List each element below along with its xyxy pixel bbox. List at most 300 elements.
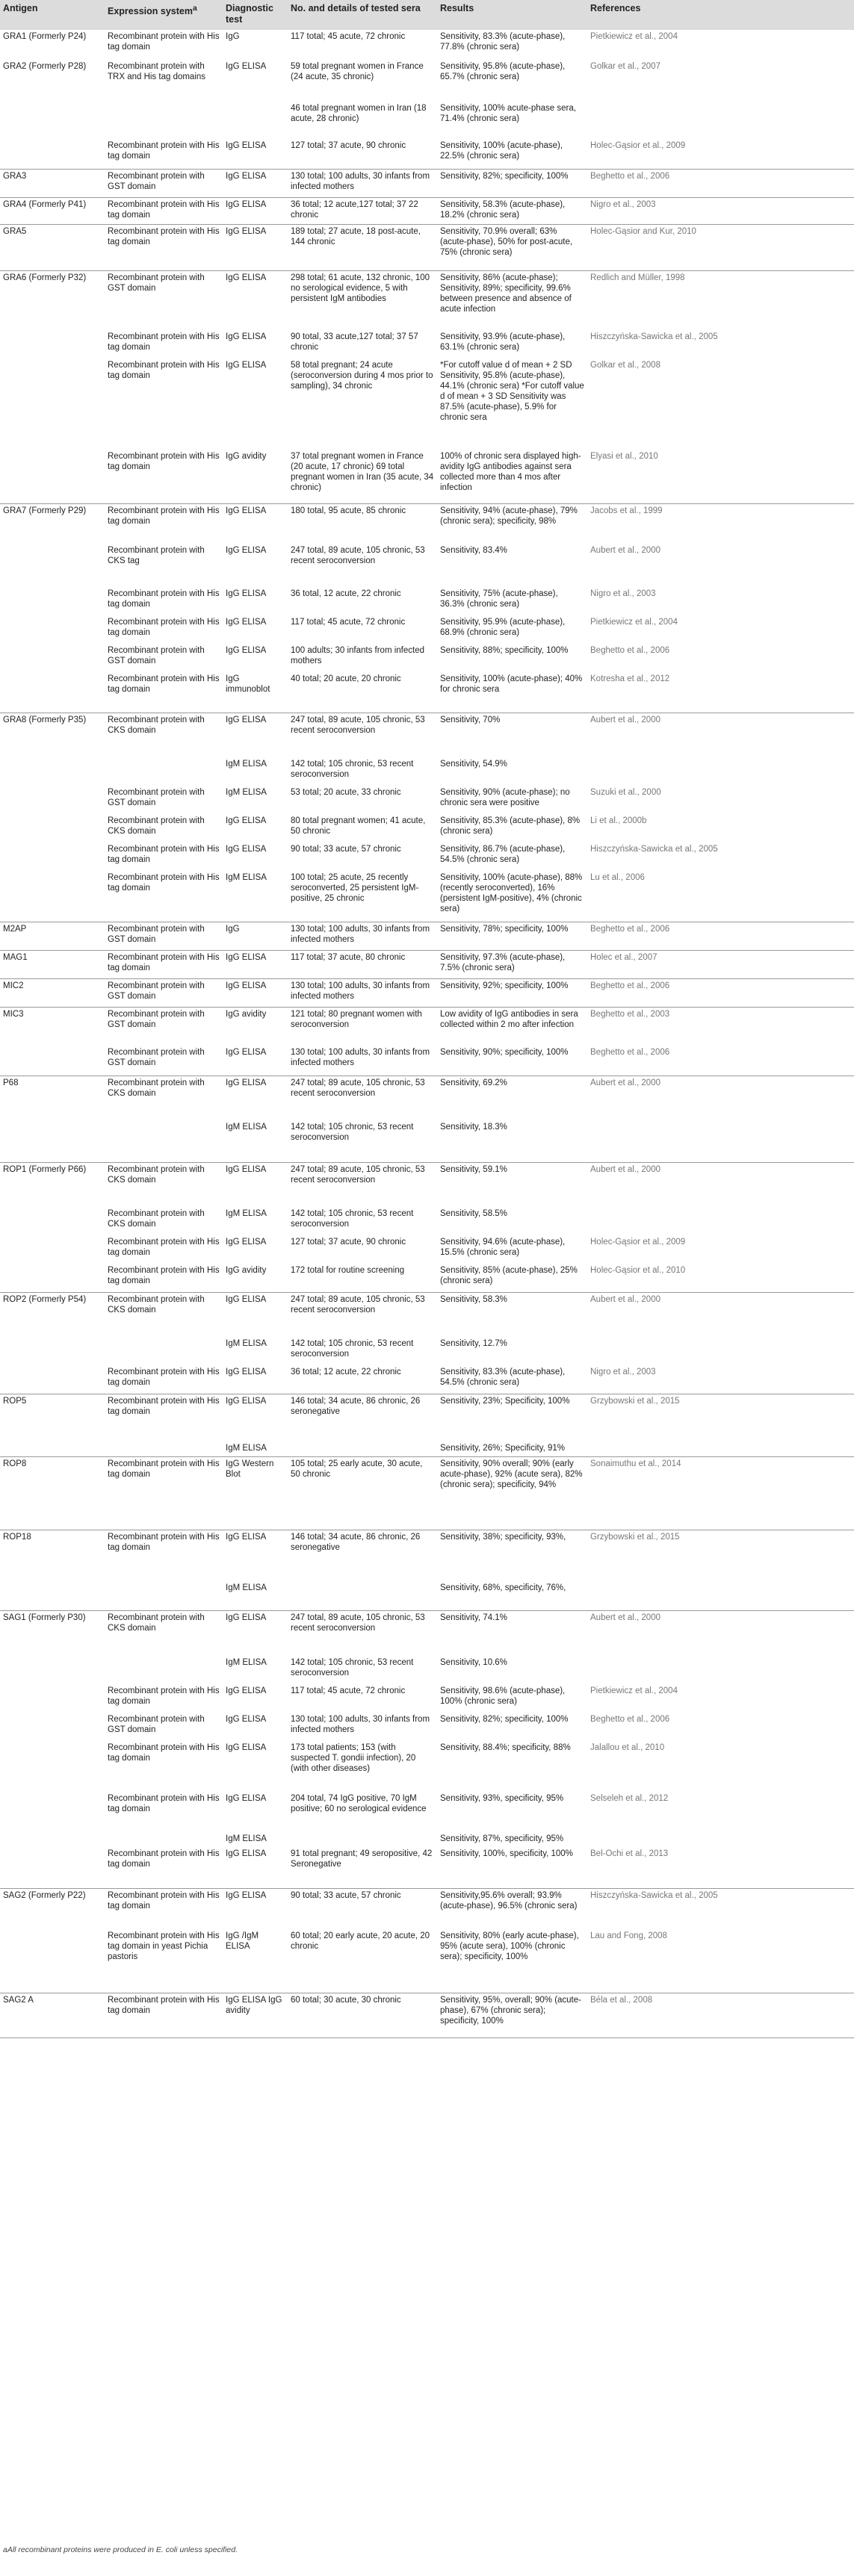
cell-antigen [0, 1581, 105, 1611]
table-row [0, 978, 854, 1007]
cell-results: Sensitivity, 12.7% [440, 1339, 507, 1348]
cell-diagnostic-test: IgM ELISA [226, 1209, 267, 1218]
cell-sera: 142 total; 105 chronic, 53 recent seroconversion [291, 1123, 414, 1142]
cell-diagnostic-test: IgG ELISA [226, 646, 267, 655]
table-row [0, 757, 854, 786]
cell-antigen [0, 1847, 105, 1889]
cell-expression-system [105, 1832, 223, 1847]
cell-antigen: ROP5 [0, 1394, 105, 1441]
cell-results: Sensitivity, 97.3% (acute-phase), 7.5% (chronic sera) [437, 950, 587, 978]
table-row [0, 30, 854, 60]
cell-sera: 247 total; 89 acute, 105 chronic, 53 recent seroconversion [288, 1162, 437, 1207]
table-row [0, 1741, 854, 1792]
cell-antigen [0, 1337, 105, 1365]
cell-expression-system: Recombinant protein with His tag domain [105, 224, 223, 270]
cell-results: Sensitivity, 58.3% [437, 1292, 587, 1337]
cell-expression-system: Recombinant protein with GST domain [105, 270, 223, 330]
table-footnote: aAll recombinant proteins were produced in E. coli unless specified. [3, 2545, 238, 2554]
cell-sera: 60 total; 20 early acute, 20 acute, 20 chronic [291, 1931, 430, 1951]
cell-sera: 90 total; 33 acute, 57 chronic [291, 845, 401, 854]
cell-sera [288, 1441, 437, 1457]
cell-diagnostic-test: IgG ELISA [226, 546, 267, 555]
cell-sera: 204 total, 74 IgG positive, 70 IgM positive; 60 no serological evidence [291, 1793, 427, 1813]
cell-reference [587, 1832, 854, 1847]
cell-sera: 247 total, 89 acute, 105 chronic, 53 recent seroconversion [288, 1611, 437, 1656]
cell-reference: Hiszczyńska-Sawicka et al., 2005 [590, 332, 718, 341]
cell-diagnostic-test: IgG ELISA [226, 1368, 267, 1377]
cell-diagnostic-test: IgG ELISA [223, 1530, 288, 1581]
cell-antigen: SAG2 A [0, 1993, 105, 2038]
table-row [0, 1337, 854, 1365]
cell-sera: 100 total; 25 acute, 25 recently seroconverted, 25 persistent IgM-positive, 25 chronic [291, 873, 419, 903]
cell-diagnostic-test: IgG avidity [226, 452, 267, 461]
cell-results: Sensitivity, 90% (acute-phase); no chronic sera were positive [440, 788, 570, 807]
cell-results: Sensitivity, 86.7% (acute-phase), 54.5% (chronic sera) [440, 845, 566, 864]
cell-sera: 142 total; 105 chronic, 53 recent seroconversion [291, 1339, 414, 1359]
cell-diagnostic-test: IgG ELISA [226, 816, 267, 825]
cell-antigen: ROP8 [0, 1457, 105, 1530]
cell-sera: 130 total; 100 adults, 30 infants from infected mothers [291, 1048, 430, 1067]
cell-results: Sensitivity, 23%; Specificity, 100% [437, 1394, 587, 1441]
cell-reference: Aubert et al., 2000 [590, 546, 660, 555]
cell-diagnostic-test: IgG ELISA [223, 1394, 288, 1441]
cell-expression-system: Recombinant protein with GST domain [105, 978, 223, 1007]
cell-results: Sensitivity, 38%; specificity, 93%, [437, 1530, 587, 1581]
cell-antigen: ROP18 [0, 1530, 105, 1581]
table-row [0, 1993, 854, 2038]
cell-diagnostic-test: IgM ELISA [226, 788, 267, 797]
cell-reference: Beghetto et al., 2006 [587, 978, 854, 1007]
cell-sera: 189 total; 27 acute, 18 post-acute, 144 chronic [288, 224, 437, 270]
cell-diagnostic-test: IgG ELISA [223, 1889, 288, 1929]
cell-antigen [0, 1684, 105, 1713]
cell-expression-system: Recombinant protein with CKS domain [108, 816, 205, 836]
cell-antigen [0, 587, 105, 615]
cell-antigen [0, 757, 105, 786]
cell-expression-system: Recombinant protein with His tag domain [108, 845, 220, 864]
cell-antigen [0, 1792, 105, 1832]
cell-expression-system: Recombinant protein with His tag domain [108, 1849, 220, 1869]
table-row [0, 1713, 854, 1741]
cell-reference: Pietkiewicz et al., 2004 [590, 618, 678, 627]
cell-antigen [0, 450, 105, 503]
cell-expression-system: Recombinant protein with His tag domain [105, 503, 223, 544]
table-row [0, 1441, 854, 1457]
table-row [0, 1929, 854, 1993]
cell-antigen [0, 1120, 105, 1162]
cell-antigen [0, 1832, 105, 1847]
cell-expression-system: Recombinant protein with GST domain [105, 1007, 223, 1046]
cell-expression-system: Recombinant protein with CKS domain [108, 1209, 205, 1229]
cell-sera: 127 total; 37 acute, 90 chronic [291, 141, 406, 150]
cell-reference: Bel-Ochi et al., 2013 [590, 1849, 669, 1858]
cell-results: Sensitivity, 83.3% (acute-phase), 77.8% (chronic sera) [440, 32, 566, 52]
cell-results: Sensitivity, 95.9% (acute-phase), 68.9% (chronic sera) [440, 618, 566, 637]
cell-results: Sensitivity, 58.5% [440, 1209, 507, 1218]
table-row [0, 871, 854, 922]
cell-diagnostic-test: IgM ELISA [226, 1583, 267, 1592]
cell-diagnostic-test: IgG ELISA [223, 1076, 288, 1120]
table-row [0, 786, 854, 814]
cell-results: Sensitivity, 83.4% [440, 546, 507, 555]
cell-sera: 146 total; 34 acute, 86 chronic, 26 seronegative [288, 1394, 437, 1441]
cell-expression-system: Recombinant protein with His tag domain [108, 141, 220, 161]
header-diagnostic-test: Diagnostic test [223, 0, 288, 30]
cell-sera: 117 total; 45 acute, 72 chronic [291, 32, 406, 41]
cell-diagnostic-test: IgG ELISA [226, 589, 267, 598]
header-references: References [587, 0, 854, 30]
cell-expression-system [105, 1656, 223, 1684]
cell-expression-system: Recombinant protein with His tag domain [108, 618, 220, 637]
cell-results: Sensitivity, 93.9% (acute-phase), 63.1% (chronic sera) [440, 332, 566, 352]
table-row [0, 615, 854, 644]
cell-results: Sensitivity, 95%, overall; 90% (acute-phase), 67% (chronic sera); specificity, 100% [437, 1993, 587, 2038]
cell-antigen [0, 1656, 105, 1684]
cell-antigen: GRA7 (Formerly P29) [0, 503, 105, 544]
cell-sera: 105 total; 25 early acute, 30 acute, 50 chronic [288, 1457, 437, 1530]
cell-sera: 117 total; 45 acute, 72 chronic [291, 1686, 406, 1695]
cell-results: *For cutoff value d of mean + 2 SD Sensitivity, 95.8% (acute-phase), 44.1% (chronic sera) *For cutoff value d of mean + 3 SD Sensitivity was 87.5% (acute-phase), 5.9% for chronic sera [440, 361, 584, 422]
cell-sera: 173 total patients; 153 (with suspected T. gondii infection), 20 (with other diseases) [291, 1742, 416, 1773]
cell-expression-system: Recombinant protein with GST domain [108, 1714, 205, 1734]
cell-diagnostic-test: IgG [223, 922, 288, 950]
cell-sera: 247 total, 89 acute, 105 chronic, 53 recent seroconversion [288, 713, 437, 757]
table-row [0, 224, 854, 270]
cell-diagnostic-test: IgG ELISA [226, 1048, 267, 1057]
cell-reference [587, 1337, 854, 1365]
cell-diagnostic-test: IgG ELISA [223, 169, 288, 197]
cell-sera: 247 total; 89 acute, 105 chronic, 53 recent seroconversion [288, 1076, 437, 1120]
cell-reference: Sonaimuthu et al., 2014 [587, 1457, 854, 1530]
table-row [0, 270, 854, 330]
table-row [0, 1792, 854, 1832]
cell-results: Sensitivity, 98.6% (acute-phase), 100% (chronic sera) [440, 1686, 566, 1706]
table-row [0, 922, 854, 950]
cell-antigen: ROP1 (Formerly P66) [0, 1162, 105, 1207]
cell-reference: Aubert et al., 2000 [587, 1076, 854, 1120]
cell-reference: Pietkiewicz et al., 2004 [590, 32, 678, 41]
table-row [0, 102, 854, 139]
cell-diagnostic-test: IgG ELISA [226, 618, 267, 627]
cell-reference [587, 757, 854, 786]
cell-diagnostic-test: IgG ELISA [223, 503, 288, 544]
cell-antigen: GRA1 (Formerly P24) [3, 32, 87, 41]
table-row [0, 1656, 854, 1684]
cell-results: Sensitivity, 100% (acute-phase), 22.5% (chronic sera) [440, 141, 563, 161]
cell-sera: 117 total; 45 acute, 72 chronic [291, 618, 406, 627]
cell-expression-system: Recombinant protein with His tag domain [108, 873, 220, 893]
cell-sera: 298 total; 61 acute, 132 chronic, 100 no serological evidence, 5 with persistent IgM antibodies [288, 270, 437, 330]
cell-sera: 117 total; 37 acute, 80 chronic [288, 950, 437, 978]
cell-results: Sensitivity, 90%; specificity, 100% [440, 1048, 569, 1057]
cell-expression-system: Recombinant protein with His tag domain [108, 1238, 220, 1257]
cell-expression-system: Recombinant protein with CKS tag [108, 546, 205, 565]
cell-sera: 37 total pregnant women in France (20 acute, 17 chronic) 69 total pregnant women in Iran (35 acute, 34 chronic) [291, 452, 434, 492]
table-row [0, 1162, 854, 1207]
table-row [0, 359, 854, 450]
table-row [0, 1046, 854, 1076]
cell-reference: Grzybowski et al., 2015 [587, 1394, 854, 1441]
table-row [0, 1076, 854, 1120]
cell-antigen [0, 814, 105, 842]
cell-results: Sensitivity, 88%; specificity, 100% [440, 646, 569, 655]
cell-results: Sensitivity, 100% (acute-phase); 40% for chronic sera [440, 674, 583, 694]
cell-expression-system: Recombinant protein with CKS domain [105, 1292, 223, 1337]
cell-sera [288, 1581, 437, 1611]
cell-sera: 180 total, 95 acute, 85 chronic [288, 503, 437, 544]
cell-antigen [0, 1929, 105, 1993]
cell-antigen: GRA2 (Formerly P28) [3, 62, 87, 71]
cell-sera: 247 total, 89 acute, 105 chronic, 53 recent seroconversion [291, 546, 425, 565]
cell-reference: Nigro et al., 2003 [590, 589, 656, 598]
cell-reference [587, 1441, 854, 1457]
table-row [0, 1684, 854, 1713]
cell-expression-system: Recombinant protein with His tag domain [108, 361, 220, 380]
cell-expression-system: Recombinant protein with His tag domain [108, 1266, 220, 1285]
cell-expression-system [105, 1581, 223, 1611]
cell-antigen [0, 102, 105, 139]
header-expression-system: Expression system$^a$ [105, 0, 223, 30]
table-row [0, 1530, 854, 1581]
cell-antigen [0, 1235, 105, 1264]
cell-expression-system: Recombinant protein with His tag domain [108, 332, 220, 352]
cell-reference: Nigro et al., 2003 [590, 1368, 656, 1377]
cell-reference: Holec-Gąsior and Kur, 2010 [587, 224, 854, 270]
cell-results: Sensitivity, 18.3% [440, 1123, 507, 1132]
table-row [0, 950, 854, 978]
cell-diagnostic-test: IgG ELISA [226, 1742, 267, 1752]
cell-results: Sensitivity, 100%, specificity, 100% [440, 1849, 573, 1858]
cell-diagnostic-test: IgG ELISA [223, 1611, 288, 1656]
cell-reference: Golkar et al., 2008 [590, 361, 660, 370]
cell-sera: 146 total; 34 acute, 86 chronic, 26 seronegative [288, 1530, 437, 1581]
cell-sera: 142 total; 105 chronic, 53 recent seroconversion [291, 760, 414, 779]
table-row [0, 1264, 854, 1292]
cell-expression-system: Recombinant protein with GST domain [108, 646, 205, 665]
cell-diagnostic-test: IgG ELISA [226, 141, 267, 150]
cell-diagnostic-test: IgG avidity [223, 1007, 288, 1046]
cell-reference: Beghetto et al., 2006 [590, 1714, 670, 1724]
header-results: Results [437, 0, 587, 30]
cell-reference: Aubert et al., 2000 [587, 1162, 854, 1207]
cell-expression-system: Recombinant protein with His tag domain [105, 950, 223, 978]
cell-results: Low avidity of IgG antibodies in sera collected within 2 mo after infection [437, 1007, 587, 1046]
cell-expression-system: Recombinant protein with CKS domain [105, 1076, 223, 1120]
cell-antigen [0, 615, 105, 644]
cell-sera: 247 total; 89 acute, 105 chronic, 53 recent seroconversion [288, 1292, 437, 1337]
cell-diagnostic-test: IgG ELISA [223, 197, 288, 224]
cell-expression-system: Recombinant protein with GST domain [105, 922, 223, 950]
table-row [0, 814, 854, 842]
cell-sera: 142 total; 105 chronic, 53 recent seroconversion [291, 1209, 414, 1229]
table-row [0, 1611, 854, 1656]
cell-reference: Jacobs et al., 1999 [587, 503, 854, 544]
cell-expression-system: Recombinant protein with His tag domain [108, 674, 220, 694]
cell-results: Sensitivity, 10.6% [440, 1657, 507, 1667]
cell-antigen [0, 842, 105, 871]
cell-antigen: GRA5 [0, 224, 105, 270]
table-row [0, 1394, 854, 1441]
cell-sera: 90 total; 33 acute, 57 chronic [288, 1889, 437, 1929]
cell-reference: Beghetto et al., 2006 [587, 922, 854, 950]
cell-results: Sensitivity, 80% (early acute-phase), 95% (acute sera), 100% (chronic sera); specificity, 100% [440, 1931, 579, 1961]
cell-results: Sensitivity, 94% (acute-phase), 79% (chronic sera); specificity, 98% [437, 503, 587, 544]
table-row [0, 1581, 854, 1611]
cell-sera: 36 total; 12 acute,127 total; 37 22 chronic [288, 197, 437, 224]
cell-diagnostic-test: IgM ELISA [226, 1339, 267, 1348]
cell-diagnostic-test: IgG ELISA [223, 1292, 288, 1337]
cell-sera: 58 total pregnant; 24 acute (seroconversion during 4 mos prior to sampling), 34 chronic [291, 361, 433, 391]
table-row [0, 1235, 854, 1264]
cell-reference: Beghetto et al., 2006 [590, 646, 670, 655]
cell-sera: 90 total, 33 acute,127 total; 37 57 chronic [291, 332, 418, 352]
cell-antigen [0, 871, 105, 922]
cell-expression-system: Recombinant protein with His tag domain [108, 1793, 220, 1813]
cell-results: Sensitivity, 78%; specificity, 100% [437, 922, 587, 950]
table-row [0, 169, 854, 197]
cell-expression-system: Recombinant protein with His tag domain [105, 197, 223, 224]
cell-reference: Beghetto et al., 2006 [587, 169, 854, 197]
cell-diagnostic-test: IgM ELISA [226, 760, 267, 769]
cell-expression-system: Recombinant protein with His tag domain [105, 1394, 223, 1441]
cell-sera: 142 total; 105 chronic, 53 recent seroconversion [291, 1657, 414, 1677]
cell-sera: 172 total for routine screening [291, 1266, 405, 1275]
cell-reference: Hiszczyńska-Sawicka et al., 2005 [587, 1889, 854, 1929]
cell-results: Sensitivity, 58.3% (acute-phase), 18.2% (chronic sera) [437, 197, 587, 224]
cell-expression-system [105, 1337, 223, 1365]
cell-results: Sensitivity,95.6% overall; 93.9% (acute-phase), 96.5% (chronic sera) [437, 1889, 587, 1929]
cell-antigen [0, 1713, 105, 1741]
cell-expression-system: Recombinant protein with His tag domain [105, 1993, 223, 2038]
table-row [0, 672, 854, 713]
cell-expression-system: Recombinant protein with GST domain [108, 1048, 205, 1067]
table-row [0, 1207, 854, 1235]
cell-antigen: ROP2 (Formerly P54) [0, 1292, 105, 1337]
cell-results: Sensitivity, 94.6% (acute-phase), 15.5% (chronic sera) [440, 1238, 566, 1257]
table-row [0, 1365, 854, 1394]
cell-reference [587, 102, 854, 139]
cell-reference: Pietkiewicz et al., 2004 [590, 1686, 678, 1695]
cell-diagnostic-test: IgG ELISA [226, 62, 267, 71]
cell-antigen [0, 1207, 105, 1235]
cell-sera: 130 total; 100 adults, 30 infants from infected mothers [288, 922, 437, 950]
cell-reference: Béla et al., 2008 [587, 1993, 854, 2038]
cell-sera: 80 total pregnant women; 41 acute, 50 chronic [291, 816, 426, 836]
cell-expression-system: Recombinant protein with His tag domain [108, 1686, 220, 1706]
cell-expression-system [105, 757, 223, 786]
cell-reference: Li et al., 2000b [590, 816, 647, 825]
cell-reference: Holec-Gąsior et al., 2010 [590, 1266, 686, 1275]
cell-diagnostic-test: IgG Western Blot [223, 1457, 288, 1530]
cell-diagnostic-test: IgG immunoblot [226, 674, 270, 694]
table-row [0, 197, 854, 224]
cell-reference: Golkar et al., 2007 [590, 62, 660, 71]
table-row [0, 60, 854, 102]
cell-antigen: MIC2 [0, 978, 105, 1007]
table-row [0, 139, 854, 169]
cell-reference: Holec-Gąsior et al., 2009 [590, 141, 686, 150]
cell-results: Sensitivity, 95.8% (acute-phase), 65.7% (chronic sera) [440, 62, 566, 81]
cell-expression-system: Recombinant protein with His tag domain in yeast Pichia pastoris [108, 1931, 220, 1961]
cell-reference: Beghetto et al., 2006 [590, 1048, 670, 1057]
cell-expression-system: Recombinant protein with His tag domain [105, 1457, 223, 1530]
cell-expression-system: Recombinant protein with His tag domain [105, 1889, 223, 1929]
cell-sera: 130 total; 100 adults, 30 infants from infected mothers [288, 169, 437, 197]
header-sera: No. and details of tested sera [288, 0, 437, 30]
cell-antigen [0, 644, 105, 672]
cell-diagnostic-test: IgG avidity [226, 1266, 267, 1275]
cell-antigen: M2AP [0, 922, 105, 950]
cell-sera: 46 total pregnant women in Iran (18 acute, 28 chronic) [291, 104, 427, 123]
cell-results: Sensitivity, 85.3% (acute-phase), 8% (chronic sera) [440, 816, 581, 836]
cell-reference: Lau and Fong, 2008 [590, 1931, 667, 1940]
cell-results: Sensitivity, 86% (acute-phase); Sensitivity, 89%; specificity, 99.6% between presence and absence of acute infection [437, 270, 587, 330]
cell-diagnostic-test [223, 102, 288, 139]
cell-expression-system: Recombinant protein with His tag domain [108, 32, 220, 52]
cell-antigen: GRA4 (Formerly P41) [0, 197, 105, 224]
cell-diagnostic-test: IgG ELISA [223, 978, 288, 1007]
cell-antigen [0, 330, 105, 359]
cell-reference: Grzybowski et al., 2015 [587, 1530, 854, 1581]
cell-diagnostic-test: IgM ELISA [226, 1444, 267, 1453]
cell-reference [587, 1207, 854, 1235]
cell-antigen: MAG1 [0, 950, 105, 978]
cell-diagnostic-test: IgM ELISA [226, 1834, 267, 1843]
cell-diagnostic-test: IgM ELISA [226, 1123, 267, 1132]
cell-antigen: SAG2 (Formerly P22) [0, 1889, 105, 1929]
cell-results: Sensitivity, 68%, specificity, 76%, [440, 1583, 566, 1592]
table-row [0, 1847, 854, 1889]
cell-diagnostic-test: IgG ELISA [223, 224, 288, 270]
cell-antigen [0, 786, 105, 814]
cell-diagnostic-test: IgG ELISA [223, 1162, 288, 1207]
cell-reference: Suzuki et al., 2000 [590, 788, 661, 797]
cell-expression-system: Recombinant protein with His tag domain [108, 1742, 220, 1763]
cell-expression-system: Recombinant protein with TRX and His tag domains [108, 62, 206, 81]
cell-sera: 59 total pregnant women in France (24 acute, 35 chronic) [291, 62, 424, 81]
cell-expression-system: Recombinant protein with His tag domain [108, 1368, 220, 1387]
cell-results: Sensitivity, 26%; Specificity, 91% [440, 1444, 566, 1453]
cell-diagnostic-test: IgG ELISA [226, 1686, 267, 1695]
table-row [0, 644, 854, 672]
cell-reference: Lu et al., 2006 [590, 873, 645, 882]
cell-expression-system: Recombinant protein with His tag domain [108, 589, 220, 609]
cell-reference: Aubert et al., 2000 [587, 713, 854, 757]
cell-results: Sensitivity, 100% acute-phase sera, 71.4% (chronic sera) [440, 104, 576, 123]
cell-sera: 121 total; 80 pregnant women with seroconversion [288, 1007, 437, 1046]
cell-reference: Beghetto et al., 2003 [587, 1007, 854, 1046]
cell-results: Sensitivity, 54.9% [440, 760, 507, 769]
cell-expression-system: Recombinant protein with CKS domain [105, 1162, 223, 1207]
cell-antigen: SAG1 (Formerly P30) [0, 1611, 105, 1656]
table-row [0, 587, 854, 615]
cell-antigen: GRA8 (Formerly P35) [0, 713, 105, 757]
cell-reference: Jalallou et al., 2010 [590, 1742, 665, 1752]
cell-diagnostic-test: IgG [226, 32, 240, 41]
cell-antigen: P68 [0, 1076, 105, 1120]
cell-antigen [0, 359, 105, 450]
cell-expression-system: Recombinant protein with GST domain [108, 788, 205, 807]
cell-antigen [0, 672, 105, 713]
cell-antigen [0, 1365, 105, 1394]
cell-reference: Hiszczyńska-Sawicka et al., 2005 [590, 845, 718, 854]
cell-diagnostic-test: IgG ELISA [226, 1849, 267, 1858]
cell-results: Sensitivity, 90% overall; 90% (early acute-phase), 92% (acute sera), 82% (chronic sera); specificity, 94% [437, 1457, 587, 1530]
cell-expression-system: Recombinant protein with His tag domain [108, 452, 220, 471]
cell-reference [587, 1581, 854, 1611]
cell-results: Sensitivity, 100% (acute-phase), 88% (recently seroconverted), 16% (persistent IgM-positive), 4% (chronic sera) [440, 873, 583, 913]
cell-antigen: GRA3 [0, 169, 105, 197]
